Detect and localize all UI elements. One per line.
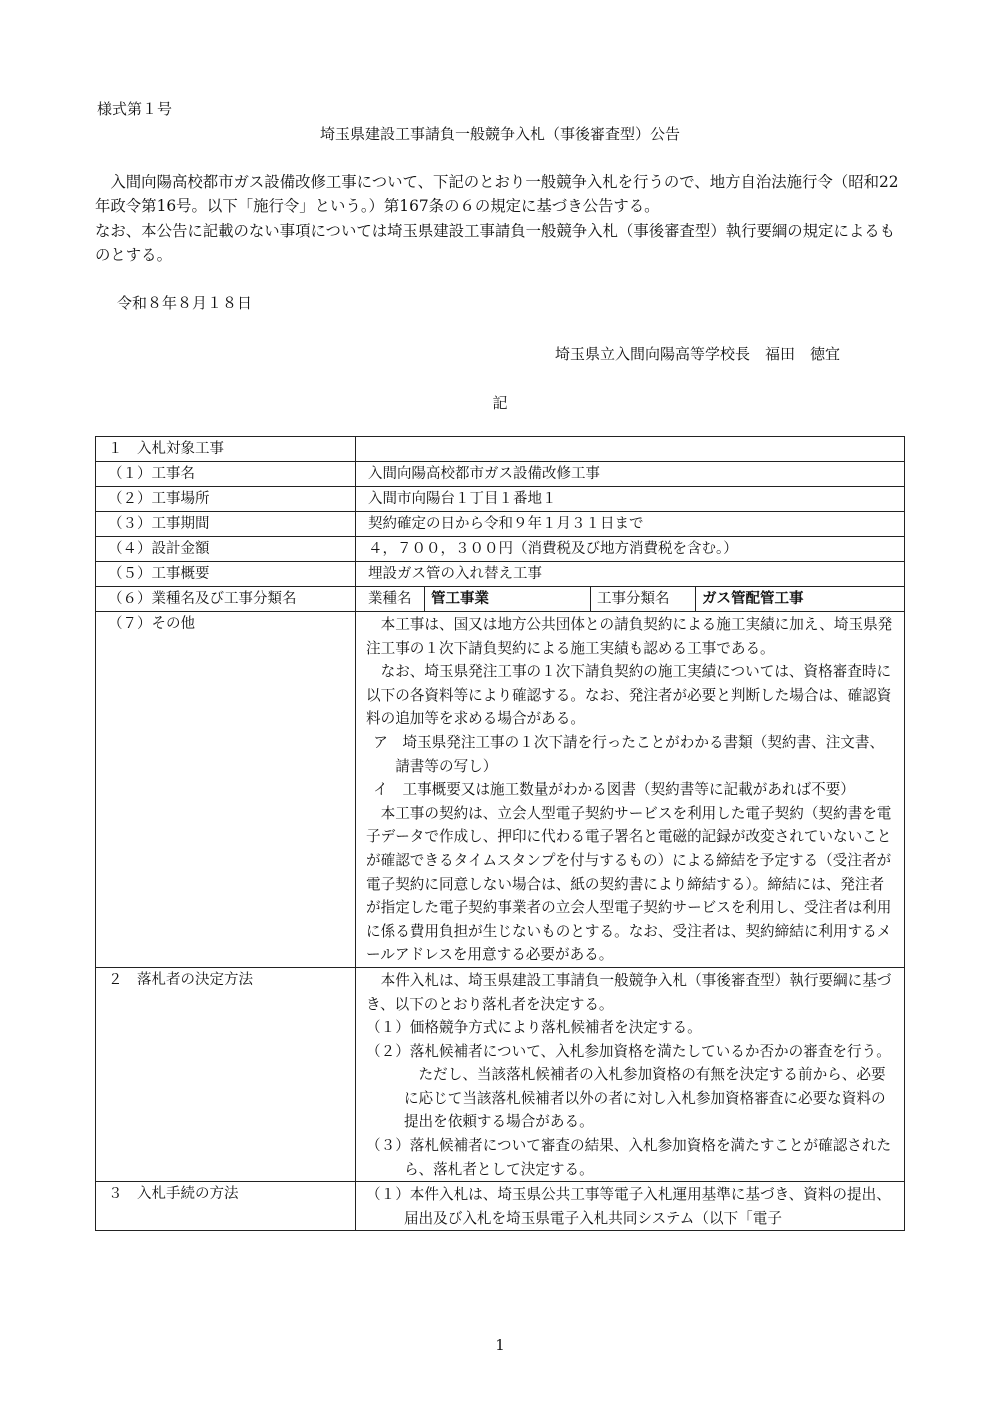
row-label: （２）工事場所 bbox=[96, 487, 356, 512]
section-2-label: ２ 落札者の決定方法 bbox=[96, 967, 356, 1181]
classification-value: ガス管配管工事 bbox=[695, 587, 810, 611]
intro-paragraph: なお、本公告に記載のない事項については埼玉県建設工事請負一般競争入札（事後審査型）執行要綱の規定によるものとする。 bbox=[95, 221, 896, 264]
method-item: （１）価格競争方式により落札候補者を決定する。 bbox=[366, 1019, 702, 1037]
notice-table bbox=[95, 436, 905, 1231]
section-1-label: １ 入札対象工事 bbox=[96, 437, 356, 462]
intro-paragraph: 入間向陽高校都市ガス設備改修工事について、下記のとおり一般競争入札を行うので、地方自治法施行令（昭和22年政令第16号。以下「施行令」という。）第167条の６の規定に基づき公告する。 bbox=[95, 173, 899, 216]
row-value bbox=[356, 612, 905, 968]
other-item-i: イ 工事概要又は施工数量がわかる図書（契約書等に記載があれば不要） bbox=[373, 781, 855, 799]
other-paragraph: なお、埼玉県発注工事の１次下請負契約の施工実績については、資格審査時に以下の各資料等により確認する。なお、発注者が必要と判断した場合は、確認資料の追加等を求める場合がある。 bbox=[366, 663, 892, 728]
ki-heading: 記 bbox=[492, 394, 508, 412]
table-row bbox=[96, 967, 905, 1181]
page-number: 1 bbox=[495, 1336, 505, 1354]
row-value-split bbox=[356, 587, 905, 612]
method-paragraph: 本件入札は、埼玉県建設工事請負一般競争入札（事後審査型）執行要綱に基づき、以下のとおり落札者を決定する。 bbox=[366, 971, 892, 1013]
notice-date: 令和８年８月１８日 bbox=[117, 294, 253, 312]
method-item: （３）落札候補者について審査の結果、入札参加資格を満たすことが確認されたら、落札者として決定する。 bbox=[366, 1137, 892, 1178]
section-2-value bbox=[356, 967, 905, 1181]
table-row bbox=[96, 612, 905, 968]
row-label: （５）工事概要 bbox=[96, 562, 356, 587]
section-1-value bbox=[356, 437, 905, 462]
table-row bbox=[96, 437, 905, 462]
other-item-a: ア 埼玉県発注工事の１次下請を行ったことがわかる書類（契約書、注文書、請書等の写し） bbox=[373, 733, 885, 775]
row-label: （１）工事名 bbox=[96, 462, 356, 487]
row-value: 埋設ガス管の入れ替え工事 bbox=[356, 562, 905, 587]
row-label: （６）業種名及び工事分類名 bbox=[96, 587, 356, 612]
section-3-label: ３ 入札手続の方法 bbox=[96, 1182, 356, 1231]
industry-value: 管工事業 bbox=[424, 587, 590, 611]
table-row bbox=[96, 562, 905, 587]
row-value: 入間向陽高校都市ガス設備改修工事 bbox=[356, 462, 905, 487]
row-label: （７）その他 bbox=[96, 612, 356, 968]
other-paragraph: 本工事は、国又は地方公共団体との請負契約による施工実績に加え、埼玉県発注工事の１次下請負契約による施工実績も認める工事である。 bbox=[366, 616, 893, 657]
table-row bbox=[96, 587, 905, 612]
other-paragraph: 本工事の契約は、立会人型電子契約サービスを利用した電子契約（契約書を電子データで作成し、押印に代わる電子署名と電磁的記録が改変されていないことが確認できるタイムスタンプを付与するもの）による締結を予定する（受注者が電子契約に同意しない場合は、紙の契約書により締結する）。締結には、発注者が指定した電子契約事業者の立会人型電子契約サービスを利用し、受注者は利用に係る費用負担が生じないものとする。なお、受注者は、契約締結に利用するメールアドレスを用意する必要がある。 bbox=[366, 804, 892, 964]
industry-label: 業種名 bbox=[368, 591, 412, 607]
section-3-value bbox=[356, 1182, 905, 1231]
table-row bbox=[96, 462, 905, 487]
table-row bbox=[96, 512, 905, 537]
method-item: （２）落札候補者について、入札参加資格を満たしているか否かの審査を行う。 bbox=[366, 1042, 891, 1060]
row-value: 入間市向陽台１丁目１番地１ bbox=[356, 487, 905, 512]
row-value: 契約確定の日から令和９年１月３１日まで bbox=[356, 512, 905, 537]
issuer: 埼玉県立入間向陽高等学校長 福田 徳宜 bbox=[555, 345, 841, 363]
table-row bbox=[96, 537, 905, 562]
method-item-note: ただし、当該落札候補者の入札参加資格の有無を決定する前から、必要に応じて当該落札候補者以外の者に対し入札参加資格審査に必要な資料の提出を依頼する場合がある。 bbox=[403, 1066, 886, 1131]
intro-text bbox=[95, 170, 910, 267]
table-row bbox=[96, 487, 905, 512]
document-title: 埼玉県建設工事請負一般競争入札（事後審査型）公告 bbox=[319, 125, 680, 143]
row-label: （３）工事期間 bbox=[96, 512, 356, 537]
row-value: ４，７００，３００円（消費税及び地方消費税を含む。） bbox=[356, 537, 905, 562]
classification-label: 工事分類名 bbox=[590, 587, 695, 611]
procedure-item: （１）本件入札は、埼玉県公共工事等電子入札運用基準に基づき、資料の提出、届出及び入札を埼玉県電子入札共同システム（以下「電子 bbox=[366, 1186, 891, 1227]
row-label: （４）設計金額 bbox=[96, 537, 356, 562]
form-number: 様式第１号 bbox=[97, 100, 173, 118]
table-row bbox=[96, 1182, 905, 1231]
